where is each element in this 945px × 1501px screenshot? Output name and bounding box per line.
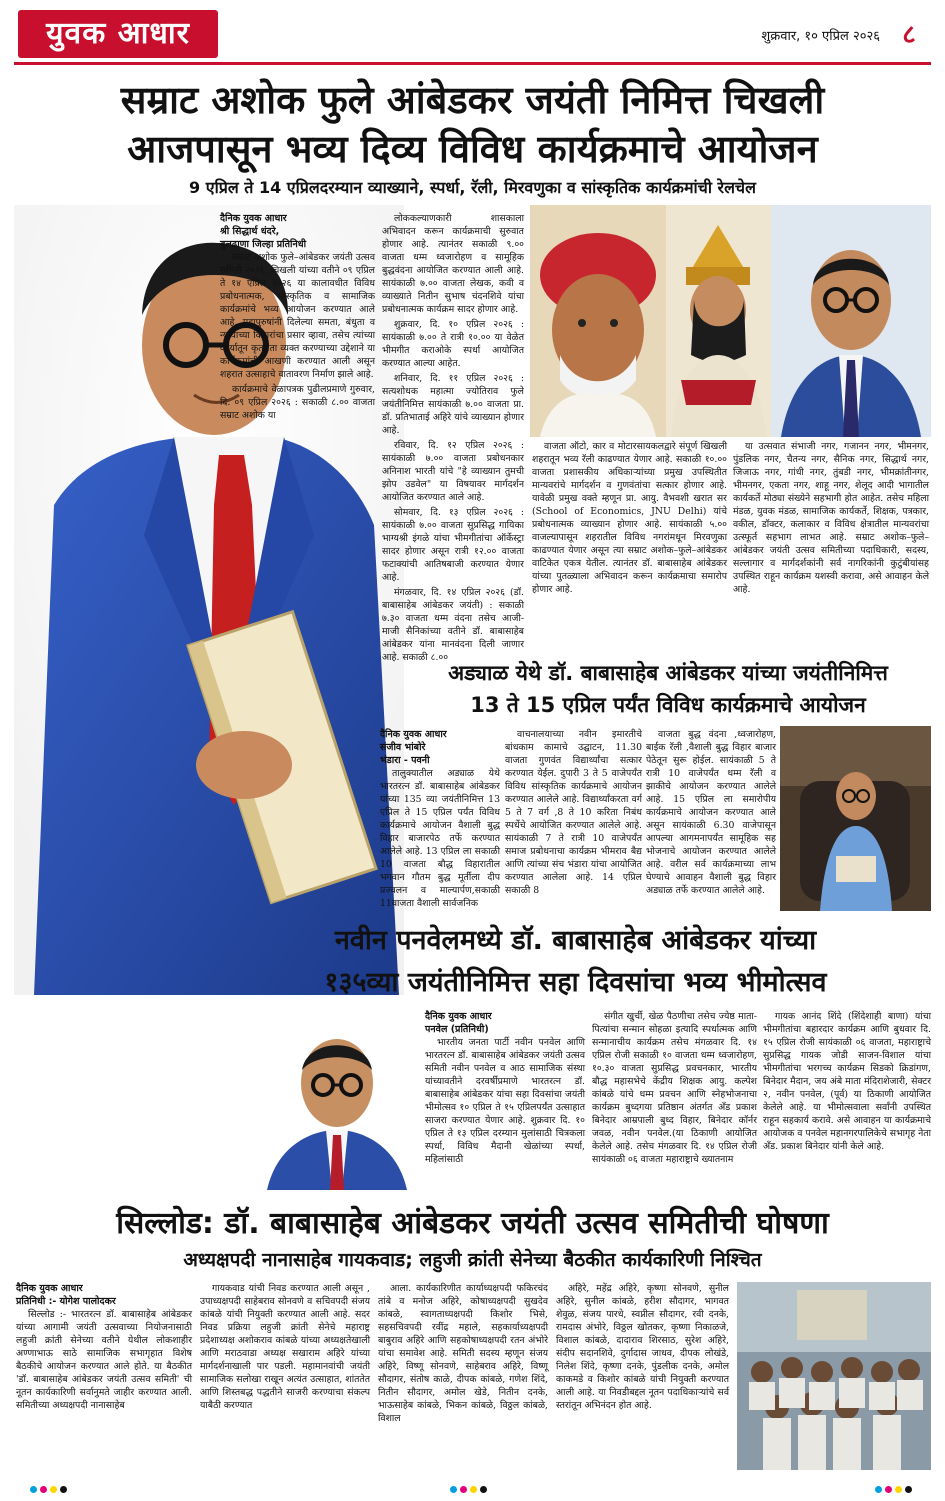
story3-column-3 (763, 1010, 931, 1200)
story4-byline-author: प्रतिनिधी :- योगेश पालोदकर (16, 1296, 116, 1307)
registration-dot (450, 1486, 457, 1493)
story3-column-1 (425, 1010, 585, 1200)
registration-dot (60, 1486, 67, 1493)
story3-column-2 (592, 1010, 757, 1200)
story4-column-2 (200, 1282, 370, 1470)
page-number: ८ (902, 20, 916, 50)
story2-col1-para: तालुक्यातील अड्याळ येथे भारतरत्न डॉ. बाबासाहेब आंबेडकर यांच्या 135 व्या जयंतीनिमित्त 13 एप्रिल ते 15 एप्रिल पर्यंत विविध कार्यक्रमाचे आयोजन वैशाली बुद्ध विहार बाजारपेठ तर्फे करण्यात आलेले आहे. 13 एप्रिल ला सकाळी 10 वाजता बौद्ध विहारातील भगवान गौतम बुद्ध मूर्तीला दीप प्रज्वलन व माल्यार्पण,सकाळी 11वाजता वैशाली सार्वजनिक (380, 768, 500, 909)
story1-headline-line2: आजपासून भव्य दिव्य विविध कार्यक्रमाचे आयोजन (127, 127, 818, 171)
story1-column-4 (733, 440, 929, 645)
story2-column-1 (380, 728, 500, 913)
story2-col2-para: वाचनालयाच्या नवीन इमारतीचे बांधकाम कामाचे उद्घाटन, 11.30 वाजता गुणवंत विद्यार्थ्यांचा सत्कार करण्यात येईल. दुपारी 3 ते 5 वाजेपर्यंत विविध सांस्कृतिक कार्यक्रमाचे आयोजन करण्यात आलेले आहे. विद्यार्थ्यांकरता वर्ग 5 ते 7 वर्ग ,8 ते 10 करिता निबंध स्पर्धेचे आयोजित करण्यात आलेले आहे. सायंकाळी 7 ते रात्री 10 वाजेपर्यंत समाज प्रबोधनाचा कार्यक्रम भीमराव बैद्य आणि त्यांच्या संच भंडारा यांचा आयोजित करण्यात आलेला आहे. 14 एप्रिल सकाळी 8 (505, 729, 642, 896)
story4-column-3 (378, 1282, 548, 1470)
phule-portrait (530, 205, 666, 437)
registration-dot (875, 1486, 882, 1493)
story3-col3-para: गायक आनंद शिंदे (शिंदेशाही बाणा) यांचा भीमगीतांचा बहारदार कार्यक्रम आणि बुधवार दि. १५ एप्रिल रोजी सायंकाळी ०६ वाजता, महाराष्ट्राचे सुप्रसिद्ध गायक जोडी साजन-विशाल यांचा भीमगीतांचा भरगच्च कार्यक्रम सिडको क्रिडांगण, बिनेदार मैदान, जय अंबे माता मंदिराशेजारी, सेक्टर २, नवीन पनवेल, (पूर्व) या ठिकाणी आयोजित केलेले आहे. या भीमोत्सवाला सर्वांनी उपस्थित राहून सहकार्य करावे. असे आवाहन या कार्यक्रमाचे आयोजक व पनवेल महानगरपालिकेचे सभागृह नेता अँड. प्रकाश बिनेदार यांनी केले आहे. (763, 1011, 932, 1152)
story1-col2b-para: शुक्रवार, दि. १० एप्रिल २०२६ : सायंकाळी ७.०० ते रात्री १०.०० या वेळेत भीमगीत कराओके स्पर्धा आयोजित करण्यात आल्या आहेत. (382, 319, 524, 369)
story4-col3-para: आला. कार्यकारिणीत कार्याध्यक्षपदी फकिरचंद तांबे व मनोज अहिरे, कोषाध्यक्षपदी सुखदेव कांबळे, स्वागताध्यक्षपदी किशोर भिसे, सहसचिवपदी रवींद्र महाले, सहकार्याध्यक्षपदी बाबुराव अहिरे आणि सहकोषाध्यक्षपदी रतन अंभोरे यांचा समावेश आहे. समिती सदस्य म्हणून संजय अहिरे, विष्णू सोनवणे, साहेबराव अहिरे, विष्णू सौदागर, संतोष काळे, दीपक कांबळे, गणेश शिंदे, नितीन सौदागर, अमोल खेडे, नितीन दनके, भाऊसाहेब कांबळे, भिकन कांबळे, विठ्ठल कांबळे, विशाल (378, 1283, 548, 1424)
registration-dot (30, 1486, 37, 1493)
ambedkar-seated-photo (780, 726, 931, 911)
story3-headline-line1: नवीन पनवेलमध्ये डॉ. बाबासाहेब आंबेडकर यांच्या (334, 925, 817, 956)
story1-headline-line1: सम्राट अशोक फुले आंबेडकर जयंती निमित्त चिखली (120, 78, 825, 122)
registration-dot (40, 1486, 47, 1493)
story2-col3-para: वाजता बुद्ध वंदना ,ध्वजारोहण, बाईक रॅली ,वैशाली बुद्ध विहार बाजार पेठेतून सुरू होईल. सायंकाळी 5 ते रात्री 10 वाजेपर्यंत धम्म रॅली व झाकीचे आयोजन करण्यात आलेले आहे. 15 एप्रिल ला समारोपीय कार्यक्रमाचे आयोजन करण्यात आले असून सायंकाळी 6.30 वाजेपासून आपल्या आगमनापर्यंत सामूहिक सह भोजनाचे आयोजन करण्यात आलेले आहे. वरील सर्व कार्यक्रमाच्या लाभ घेण्याचे आवाहन वैशाली बुद्ध विहार अड्याळ तर्फे करण्यात आलेले आहे. (646, 729, 776, 896)
masthead-rule (14, 62, 931, 65)
registration-dot (470, 1486, 477, 1493)
story1-col2-para: लोककल्याणकारी शासकाला अभिवादन करून कार्यक्रमाची सुरुवात होणार आहे. त्यानंतर सकाळी ९.०० वाजता धम्म ध्वजारोहण व सामूहिक बुद्धवंदना आयोजित करण्यात आली आहे. सायंकाळी ७.०० वाजता लेखक, कवी व व्याख्याते नितीन सुभाष चंदनशिवे यांचा प्रबोधनात्मक कार्यक्रम सादर होणार आहे. (382, 213, 524, 315)
story2-headline-line1: अड्याळ येथे डॉ. बाबासाहेब आंबेडकर यांच्या जयंतीनिमित्त (448, 661, 888, 685)
ambedkar-portrait-small (771, 205, 931, 437)
registration-dot (885, 1486, 892, 1493)
story1-col4-para: या उत्सवात संभाजी नगर, गजानन नगर, भीमनगर, पुंडलिक नगर, चैतन्य नगर, सैनिक नगर, सिद्धार्थ नगर, जिजाऊ नगर, गांधी नगर, तुंबडी नगर, भीमक्रांतीनगर, भीमनगर, एकता नगर, शाहू नगर, शेलूद आदी भागातील कार्यकर्ते मोठ्या संख्येने सहभागी होत आहेत. तसेच महिला मंडळ, युवक मंडळ, सामाजिक कार्यकर्ते, शिक्षक, पत्रकार, वकील, डॉक्टर, कलाकार व विविध क्षेत्रातील मान्यवरांचा उत्स्फूर्त सहभाग लाभत आहे. सम्राट अशोक–फुले–आंबेडकर जयंती उत्सव समितीच्या पदाधिकारी, सदस्य, सल्लागार व मार्गदर्शकांनी सर्व नागरिकांनी कुटुंबीयांसह उपस्थित राहून कार्यक्रम यशस्वी करावा, असे आवाहन केले आहे. (733, 441, 929, 595)
story1-col1b-para: कार्यक्रमाचे वेळापत्रक पुढीलप्रमाणे गुरुवार, दि. ०९ एप्रिल २०२६ : सकाळी ८.०० वाजता सम्राट अशोक या (220, 384, 375, 421)
story1-byline-paper: दैनिक युवक आधार (220, 213, 287, 224)
story2-byline-author: संजीव भांबोरे (380, 742, 426, 753)
story1-subhead: 9 एप्रिल ते 14 एप्रिलदरम्यान व्याख्याने, स्पर्धा, रॅली, मिरवणुका व सांस्कृतिक कार्यक्रमांची रेलचेल (189, 178, 756, 197)
story4-headline: सिल्लोड: डॉ. बाबासाहेब आंबेडकर जयंती उत्सव समितीची घोषणा (116, 1206, 829, 1241)
story1-column-1 (220, 212, 375, 457)
story2-column-2 (505, 728, 642, 913)
story4-col4-para: अहिरे, महेंद्र अहिरे, कृष्णा सोनवणे, सुनील अहिरे, सुनील कांबळे, हरीश सौदागर, भागवत शेवुळ, संजय पारधे, स्वप्नील सौदागर, रवी दनके, रामदास अंभोरे, विठ्ठल खोतकर, कृष्णा निकाळजे, विशाल कांबळे, दादाराव शिरसाठ, सुरेश अहिरे, संदीप सदानशिवे, दुर्गादास जाधव, दीपक लोखंडे, निलेश शिंदे, कृष्णा दनके, पुंडलीक दनके, अमोल काकमडे व किशोर कांबळे यांची नियुक्ती करण्यात आली आहे. या निवडीबद्दल नूतन पदाधिकाऱ्यांचे सर्व स्तरांतून अभिनंदन होत आहे. (556, 1283, 729, 1411)
ashoka-portrait (666, 205, 771, 437)
story1-col1-para: सम्राट अशोक फुले–आंबेडकर जयंती उत्सव समिती २०२६, चिखली यांच्या वतीने ०९ एप्रिल ते १४ एप्रिल २०२६ या कालावधीत विविध प्रबोधनात्मक, सांस्कृतिक व सामाजिक कार्यक्रमांचे भव्य आयोजन करण्यात आले आहे. महापुरुषांनी दिलेल्या समता, बंधुता व न्यायाच्या विचारांचा प्रसार व्हावा, तसेच त्यांच्या कार्यातून कृतज्ञता व्यक्त करण्याच्या उद्देशाने या कार्यक्रमांची आखणी करण्यात आली असून शहरात उत्साहाचे वातावरण निर्माण झाले आहे. (220, 252, 375, 380)
story3-col2-para: संगीत खुर्ची, खेळ पैठणीचा तसेच ज्येष्ठ माता-पित्यांचा सन्मान सोहळा इत्यादि स्पर्धात्मक आणि सन्मानाचीय कार्यक्रम तसेच मंगळवार दि. १४ एप्रिल रोजी सकाळी १० वाजता धम्म ध्वजारोहण, १०.३० वाजता सुप्रसिद्ध प्रवचनकार, भारतीय बौद्ध महासभेचे केंद्रीय शिक्षक आयु. कल्पेश कांबळे यांचे धम्म प्रवचन आणि स्नेहभोजनाचा कार्यक्रम बुध्दगया प्रतिष्ठान अंतर्गत अँड प्रकाश बिनेदार आम्रपाली बुध्द विहार, बिनेदार कॉर्नर जवळ, नवीन पनवेल.(या ठिकाणी आयोजित केलेले आहे. तसेच मंगळवार दि. १४ एप्रिल रोजी सायंकाळी ०६ वाजता महाराष्ट्राचे ख्यातनाम (592, 1011, 757, 1165)
ambedkar-portrait-panvel (262, 1015, 412, 1190)
story1-byline-role: बुलढाणा जिल्हा प्रतिनिधी (220, 239, 307, 250)
story2-column-3 (646, 728, 776, 913)
registration-dot (480, 1486, 487, 1493)
story4-column-4 (556, 1282, 729, 1470)
story1-col2d-para: रविवार, दि. १२ एप्रिल २०२६ : सायंकाळी ७.०० वाजता प्रबोधनकार अनिनाश भारती यांचे "हे व्याख्यान तुमची झोप उडवेल" या विषयावर मार्गदर्शन आयोजित करण्यात आले आहे. (382, 440, 524, 503)
story3-byline-paper: दैनिक युवक आधार (425, 1011, 492, 1022)
story4-subhead: अध्यक्षपदी नानासाहेब गायकवाड; लहुजी क्रांती सेनेच्या बैठकीत कार्यकारिणी निश्चित (183, 1249, 762, 1271)
registration-dot (50, 1486, 57, 1493)
issue-date: शुक्रवार, १० एप्रिल २०२६ (761, 29, 880, 44)
meeting-group-photo (737, 1282, 931, 1470)
story3-byline-author: पनवेल (प्रतिनिधी) (425, 1024, 489, 1035)
story1-col2c-para: शनिवार, दि. ११ एप्रिल २०२६ : सत्यशोधक महात्मा ज्योतिराव फुले जयंतीनिमित्त सायंकाळी ७.०० वाजता प्रा. डॉ. प्रतिभाताई अहिरे यांचे व्याख्यान होणार आहे. (382, 373, 524, 436)
story4-col1-para: सिल्लोड :- भारतरत्न डॉ. बाबासाहेब आंबेडकर यांच्या आगामी जयंती उत्सवाच्या नियोजनासाठी लहुजी क्रांती सेनेच्या वतीने येथील लोकशाहीर अण्णाभाऊ साठे सामाजिक सभागृहात विशेष बैठकीचे आयोजन करण्यात आले होते. या बैठकीत 'डॉ. बाबासाहेब आंबेडकर जयंती उत्सव समिती' ची नूतन कार्यकारिणी सर्वानुमते जाहीर करण्यात आली. समितीच्या अध्यक्षपदी नानासाहेब (16, 1309, 192, 1411)
story1-col2f-para: मंगळवार, दि. १४ एप्रिल २०२६ (डॉ. बाबासाहेब आंबेडकर जयंती) : सकाळी ७.३० वाजता धम्म वंदना तसेच आजी-माजी सैनिकांच्या वतीने डॉ. बाबासाहेब आंबेडकर यांना मानवंदना दिली जाणार आहे. सकाळी ८.०० (382, 587, 524, 663)
registration-dot (460, 1486, 467, 1493)
story1-byline-author: श्री सिद्धार्थ धंदरे, (220, 226, 280, 237)
registration-dot (905, 1486, 912, 1493)
story3-headline-line2: १३५व्या जयंतीनिमित्त सहा दिवसांचा भव्य भीमोत्सव (324, 967, 827, 998)
story2-headline-line2: 13 ते 15 एप्रिल पर्यंत विविध कार्यक्रमाचे आयोजन (470, 693, 866, 717)
story1-col3-para: वाजता ऑटो, कार व मोटारसायकलद्वारे संपूर्ण खिखली शहरातून भव्य रॅली काढण्यात येणार आहे. सकाळी १०.०० वाजता प्रशासकीय अधिकाऱ्यांच्या प्रमुख उपस्थितीत मान्यवरांचे मार्गदर्शन व गुणवंतांचा सत्कार होणार आहे. यावेळी प्रमुख वक्ते म्हणून प्रा. आयु. वैभवशी खरात सर (School of Economics, JNU Delhi) यांचे प्रबोधनात्मक व्याख्यान होणार आहे. सायंकाळी ५.०० वाजल्यापासून शहरातील विविध नगरांमधून मिरवणुका काढण्यात येणार असून त्या सम्राट अशोक–फुले–आंबेडकर वाटिकेत एकत्र येतील. त्यानंतर डॉ. बाबासाहेब आंबेडकर यांच्या पुतळ्याला अभिवादन करून कार्यक्रमाचा समारोप होणार आहे. (532, 441, 727, 595)
registration-dot (895, 1486, 902, 1493)
story2-byline-paper: दैनिक युवक आधार (380, 729, 447, 740)
story1-col2e-para: सोमवार, दि. १३ एप्रिल २०२६ : सायंकाळी ७.०० वाजता सुप्रसिद्ध गायिका भाग्यश्री इंगळे यांचा भीमगीतांचा ऑर्केस्ट्रा सादर होणार असून रात्री १२.०० वाजता फटाक्यांची आतिषबाजी करण्यात येणार आहे. (382, 507, 524, 583)
story1-column-2 (382, 212, 524, 663)
story4-byline-paper: दैनिक युवक आधार (16, 1283, 83, 1294)
print-registration-bar (0, 1478, 945, 1501)
newspaper-logo: युवक आधार (18, 10, 218, 58)
story4-col2-para: गायकवाड यांची निवड करण्यात आली असून , उपाध्यक्षपदी साहेबराव सोनवणे व सचिवपदी संजय कांबळे यांची नियुक्ती करण्यात आली आहे. सदर निवड प्रक्रिया लहुजी क्रांती सेनेचे महाराष्ट्र प्रदेशाध्यक्ष अशोकराव कांबळे यांच्या अध्यक्षतेखाली आणि मराठवाडा अध्यक्ष सखाराम अहिरे यांच्या मार्गदर्शनाखाली पार पडली. महामानवांची जयंती सामाजिक सलोखा राखून अत्यंत उत्साहात, शांततेत आणि शिस्तबद्ध पद्धतीने साजरी करण्याचा संकल्प याबैठी करण्यात (200, 1283, 370, 1411)
story1-column-3 (532, 440, 727, 645)
story2-dateline: भंडारा - पवनी (380, 755, 430, 766)
story4-column-1 (16, 1282, 192, 1470)
story3-col1-para: भारतीय जनता पार्टी नवीन पनवेल आणि भारतरत्न डॉ. बाबासाहेब आंबेडकर जयंती उत्सव समिती नवीन पनवेल व आठ सामाजिक संस्था यांच्यावतीने दरवर्षीप्रमाणे भारतरत्न डॉ. बाबासाहेब आंबेडकर यांचा सहा दिवसांचा जयंती भीमोत्सव १० एप्रिल ते १५ एप्रिलपर्यंत उत्साहात साजरा करण्यात येणार आहे. शुक्रवार दि. १० एप्रिल ते १३ एप्रिल दरम्यान मुलांसाठी चित्रकला स्पर्धा, विविध मैदानी खेळांच्या स्पर्धा, महिलांसाठी (425, 1037, 585, 1165)
